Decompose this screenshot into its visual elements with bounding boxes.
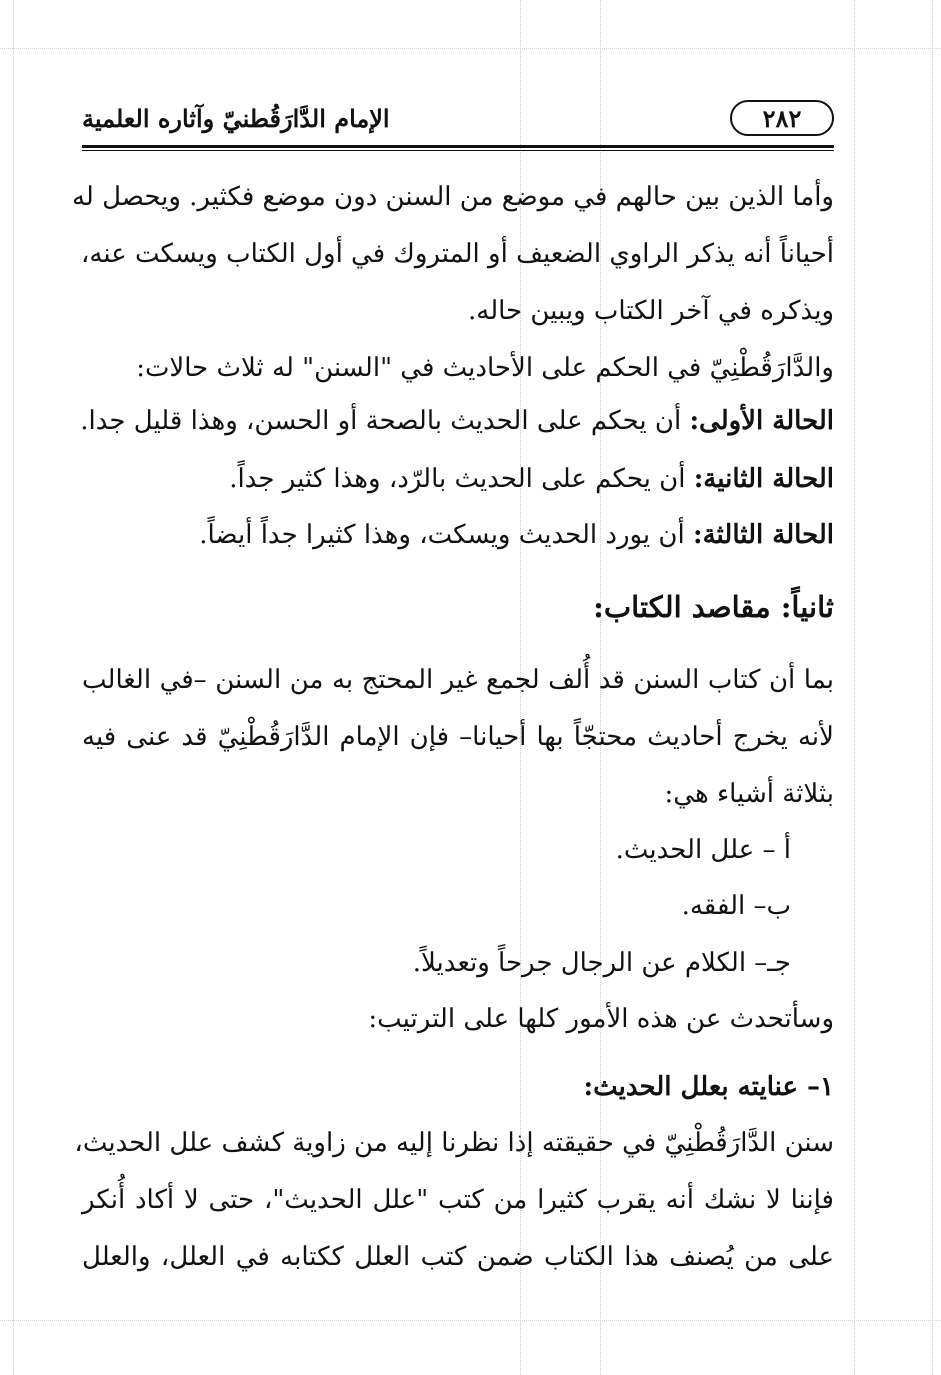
header-rule: [82, 145, 834, 148]
body-line: بما أن كتاب السنن قد أُلف لجمع غير المحتج به من السنن –في الغالب: [82, 665, 834, 695]
case-label: الحالة الأولى:: [689, 406, 834, 436]
case-label: الحالة الثانية:: [693, 464, 834, 494]
body-line: أحياناً أنه يذكر الراوي الضعيف أو المتروك في أول الكتاب ويسكت عنه،: [81, 239, 834, 269]
case-line: [229, 462, 834, 496]
page-number: ٢٨٢: [730, 100, 834, 136]
section-heading: ثانياً: مقاصد الكتاب:: [593, 590, 834, 624]
body-line: وأما الذين بين حالهم في موضع من السنن دون موضع فكثير. ويحصل له: [71, 182, 834, 212]
case-text: أن يحكم على الحديث بالصحة أو الحسن، وهذا قليل جدا.: [80, 406, 690, 436]
body-line: وسأتحدث عن هذه الأمور كلها على الترتيب:: [368, 1004, 834, 1034]
body-line: فإننا لا نشك أنه يقرب كثيرا من كتب "علل الحديث"، حتى لا أكاد أُنكر: [82, 1185, 834, 1215]
case-text: أن يورد الحديث ويسكت، وهذا كثيرا جداً أيضاً.: [199, 520, 694, 550]
case-text: أن يحكم على الحديث بالرّد، وهذا كثير جداً.: [229, 464, 694, 494]
page-header: [82, 100, 834, 146]
scan-artifact-line: [0, 1320, 941, 1321]
body-line: على من يُصنف هذا الكتاب ضمن كتب العلل ككتابه في العلل، والعلل: [82, 1242, 834, 1272]
subsection-heading: ١– عنايته بعلل الحديث:: [583, 1072, 834, 1102]
case-label: الحالة الثالثة:: [693, 520, 834, 550]
header-rule-thin: [82, 150, 834, 151]
body-line: سنن الدَّارَقُطْنِيّ في حقيقته إذا نظرنا إليه من زاوية كشف علل الحديث،: [74, 1128, 834, 1158]
list-item: ب– الفقه.: [681, 891, 791, 921]
body-line: لأنه يخرج أحاديث محتجّاً بها أحيانا– فإن الإمام الدَّارَقُطْنِيّ قد عنى فيه: [82, 722, 834, 752]
scan-artifact-line: [932, 0, 933, 1375]
body-line: بثلاثة أشياء هي:: [664, 779, 834, 809]
case-line: [80, 404, 834, 438]
scan-artifact-line: [854, 0, 855, 1375]
case-line: [199, 518, 834, 552]
scan-artifact-line: [0, 48, 941, 49]
scan-artifact-line: [13, 0, 14, 1375]
list-item: جـ– الكلام عن الرجال جرحاً وتعديلاً.: [412, 948, 791, 978]
body-line: ويذكره في آخر الكتاب ويبين حاله.: [468, 296, 834, 326]
running-title: الإمام الدَّارَقُطنيّ وآثاره العلمية: [82, 104, 390, 133]
body-line: والدَّارَقُطْنِيّ في الحكم على الأحاديث في "السنن" له ثلاث حالات:: [136, 353, 834, 383]
list-item: أ – علل الحديث.: [615, 835, 791, 865]
